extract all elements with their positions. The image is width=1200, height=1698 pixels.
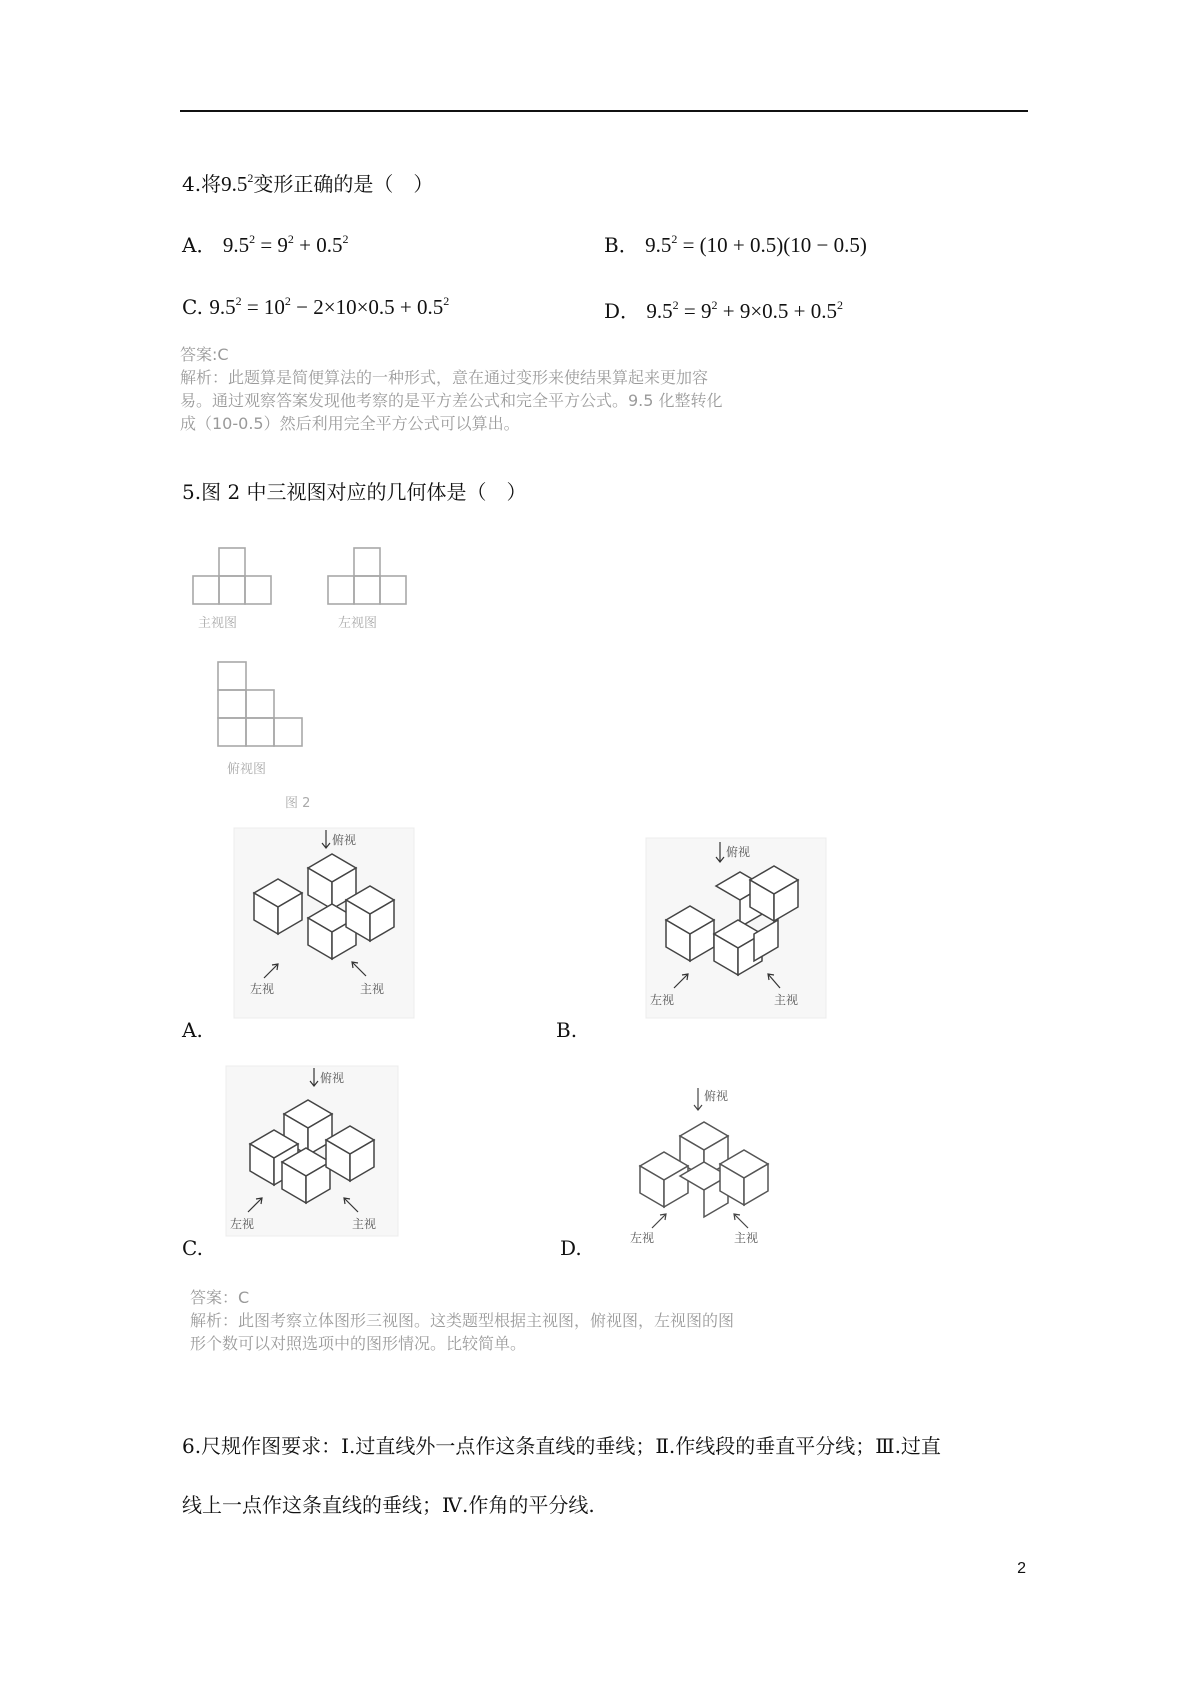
option-c-figure bbox=[226, 1066, 398, 1236]
q6-line-2: 线上一点作这条直线的垂线；Ⅳ.作角的平分线. bbox=[182, 1493, 595, 1517]
front-view-caption: 主视图 bbox=[198, 616, 238, 631]
answer-line: 易。通过观察答案发现他考察的是平方差公式和完全平方公式。9.5 化整转化 bbox=[180, 391, 723, 410]
option-c-label: C. bbox=[182, 1236, 203, 1260]
answer-line: 答案：C bbox=[190, 1288, 250, 1307]
q4-answer-block bbox=[180, 343, 723, 435]
option-b-label: B. bbox=[556, 1018, 578, 1042]
top-view bbox=[218, 662, 302, 746]
iso-label-left: 左视 bbox=[230, 1217, 255, 1231]
q4-option-b: B． $9.5^2 = (10 + 0.5)(10 - 0.5)$ bbox=[604, 232, 867, 257]
answer-line: 解析：此图考察立体图形三视图。这类题型根据主视图，俯视图，左视图的图 bbox=[190, 1311, 735, 1330]
iso-label-top: 俯视 bbox=[704, 1089, 729, 1103]
option-d-label: D. bbox=[560, 1236, 582, 1260]
iso-label-front: 主视 bbox=[360, 982, 385, 996]
iso-label-front: 主视 bbox=[734, 1231, 759, 1245]
figure-caption: 图 2 bbox=[285, 796, 311, 811]
iso-label-top: 俯视 bbox=[320, 1071, 345, 1085]
iso-label-front: 主视 bbox=[774, 993, 799, 1007]
q4-option-c: C. $9.5^2 = 10^2 - 2\times 10\times 0.5 + 0.5^2$ bbox=[182, 294, 450, 319]
answer-line: 答案:C bbox=[180, 345, 229, 364]
iso-label-front: 主视 bbox=[352, 1217, 377, 1231]
iso-label-left: 左视 bbox=[630, 1231, 655, 1245]
header-rule bbox=[180, 110, 1028, 112]
answer-line: 解析：此题算是简便算法的一种形式，意在通过变形来使结果算起来更加容 bbox=[180, 368, 709, 387]
q4-option-a: A． $9.5^2 = 9^2 + 0.5^2$ bbox=[182, 232, 349, 257]
q4-stem: 4.将$9.5^2$变形正确的是（ ） bbox=[182, 171, 434, 196]
iso-label-left: 左视 bbox=[250, 982, 275, 996]
option-d-figure bbox=[620, 1088, 792, 1248]
option-a-label: A. bbox=[182, 1018, 203, 1042]
top-view-caption: 俯视图 bbox=[227, 762, 267, 777]
q5-answer-block bbox=[190, 1286, 734, 1355]
iso-label-top: 俯视 bbox=[726, 845, 751, 859]
three-views-figure bbox=[198, 535, 430, 815]
left-view bbox=[328, 548, 406, 604]
front-view bbox=[193, 548, 271, 604]
q5-stem: 5.图 2 中三视图对应的几何体是（ ） bbox=[182, 480, 527, 504]
iso-label-left: 左视 bbox=[650, 993, 675, 1007]
page-number: 2 bbox=[1017, 1560, 1026, 1577]
option-b-figure bbox=[646, 838, 826, 1018]
q6-line-1: 6.尺规作图要求：Ⅰ.过直线外一点作这条直线的垂线；Ⅱ.作线段的垂直平分线；Ⅲ.过直 bbox=[182, 1434, 941, 1458]
option-a-figure bbox=[234, 828, 414, 1018]
answer-line: 形个数可以对照选项中的图形情况。比较简单。 bbox=[190, 1334, 527, 1353]
q4-option-d: D． $9.5^2 = 9^2 + 9\times 0.5 + 0.5^2$ bbox=[604, 298, 844, 323]
left-view-caption: 左视图 bbox=[338, 616, 378, 631]
iso-label-top: 俯视 bbox=[332, 833, 357, 847]
answer-line: 成（10-0.5）然后利用完全平方公式可以算出。 bbox=[180, 414, 520, 433]
